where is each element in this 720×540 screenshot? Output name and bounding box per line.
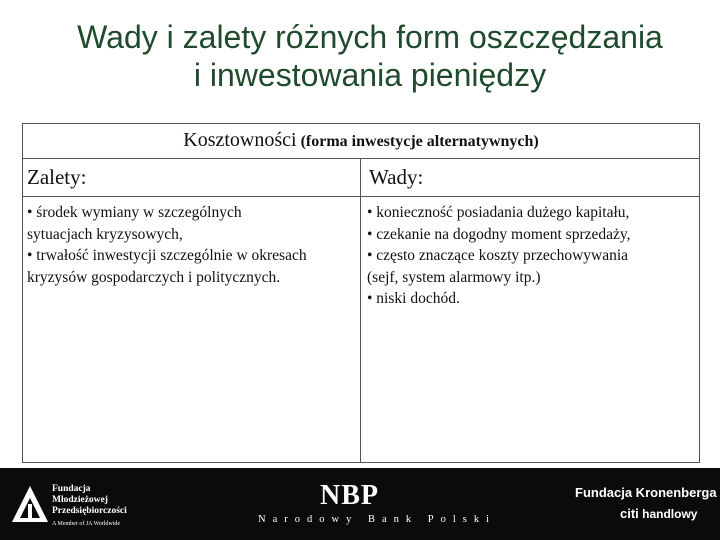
table-header-sub: (forma inwestycje alternatywnych)	[300, 133, 539, 150]
table-header-main: Kosztowności	[183, 129, 297, 151]
nbp-full-name: Narodowy Bank Polski	[258, 514, 496, 525]
fmp-line-3: Przedsiębiorczości	[52, 506, 127, 516]
kronenberg-logo: Fundacja Kronenberga	[575, 485, 717, 500]
heading-divider	[23, 196, 699, 197]
fmp-logo-icon	[10, 482, 50, 526]
fmp-line-2: Młodzieżowej	[52, 495, 108, 505]
pros-line: • środek wymiany w szczególnych	[27, 204, 242, 221]
citi-mark: citi	[620, 506, 639, 521]
pros-heading: Zalety:	[27, 165, 87, 189]
cons-heading: Wady:	[369, 165, 424, 189]
handlowy-mark: handlowy	[642, 507, 698, 521]
citi-handlowy-logo	[620, 506, 697, 521]
pros-line: sytuacjach kryzysowych,	[27, 225, 183, 243]
cons-line: • często znaczące koszty przechowywania	[367, 247, 629, 264]
fmp-line-1: Fundacja	[52, 484, 91, 494]
pros-line: kryzysów gospodarczych i politycznych.	[27, 268, 281, 286]
slide-title-line-2: i inwestowania pieniędzy	[193, 57, 547, 93]
table-header	[23, 124, 699, 159]
cons-list	[367, 202, 697, 310]
fmp-tagline: A Member of JA Worldwide	[52, 521, 121, 527]
pros-list	[27, 202, 357, 288]
cons-line: • konieczność posiadania dużego kapitału,	[367, 204, 630, 221]
cons-line: (sejf, system alarmowy itp.)	[367, 268, 541, 286]
pros-line: • trwałość inwestycji szczególnie w okresach	[27, 247, 307, 264]
slide-title-line-1: Wady i zalety różnych form oszczędzania	[77, 19, 663, 55]
cons-line: • niski dochód.	[367, 290, 460, 307]
column-divider	[360, 158, 361, 462]
footer-logo-bar	[0, 468, 720, 540]
slide-title	[0, 18, 720, 94]
fmp-logo-text	[52, 484, 127, 530]
pros-cons-table	[22, 123, 700, 463]
nbp-logo: NBP	[320, 480, 379, 511]
cons-line: • czekanie na dogodny moment sprzedaży,	[367, 225, 631, 243]
